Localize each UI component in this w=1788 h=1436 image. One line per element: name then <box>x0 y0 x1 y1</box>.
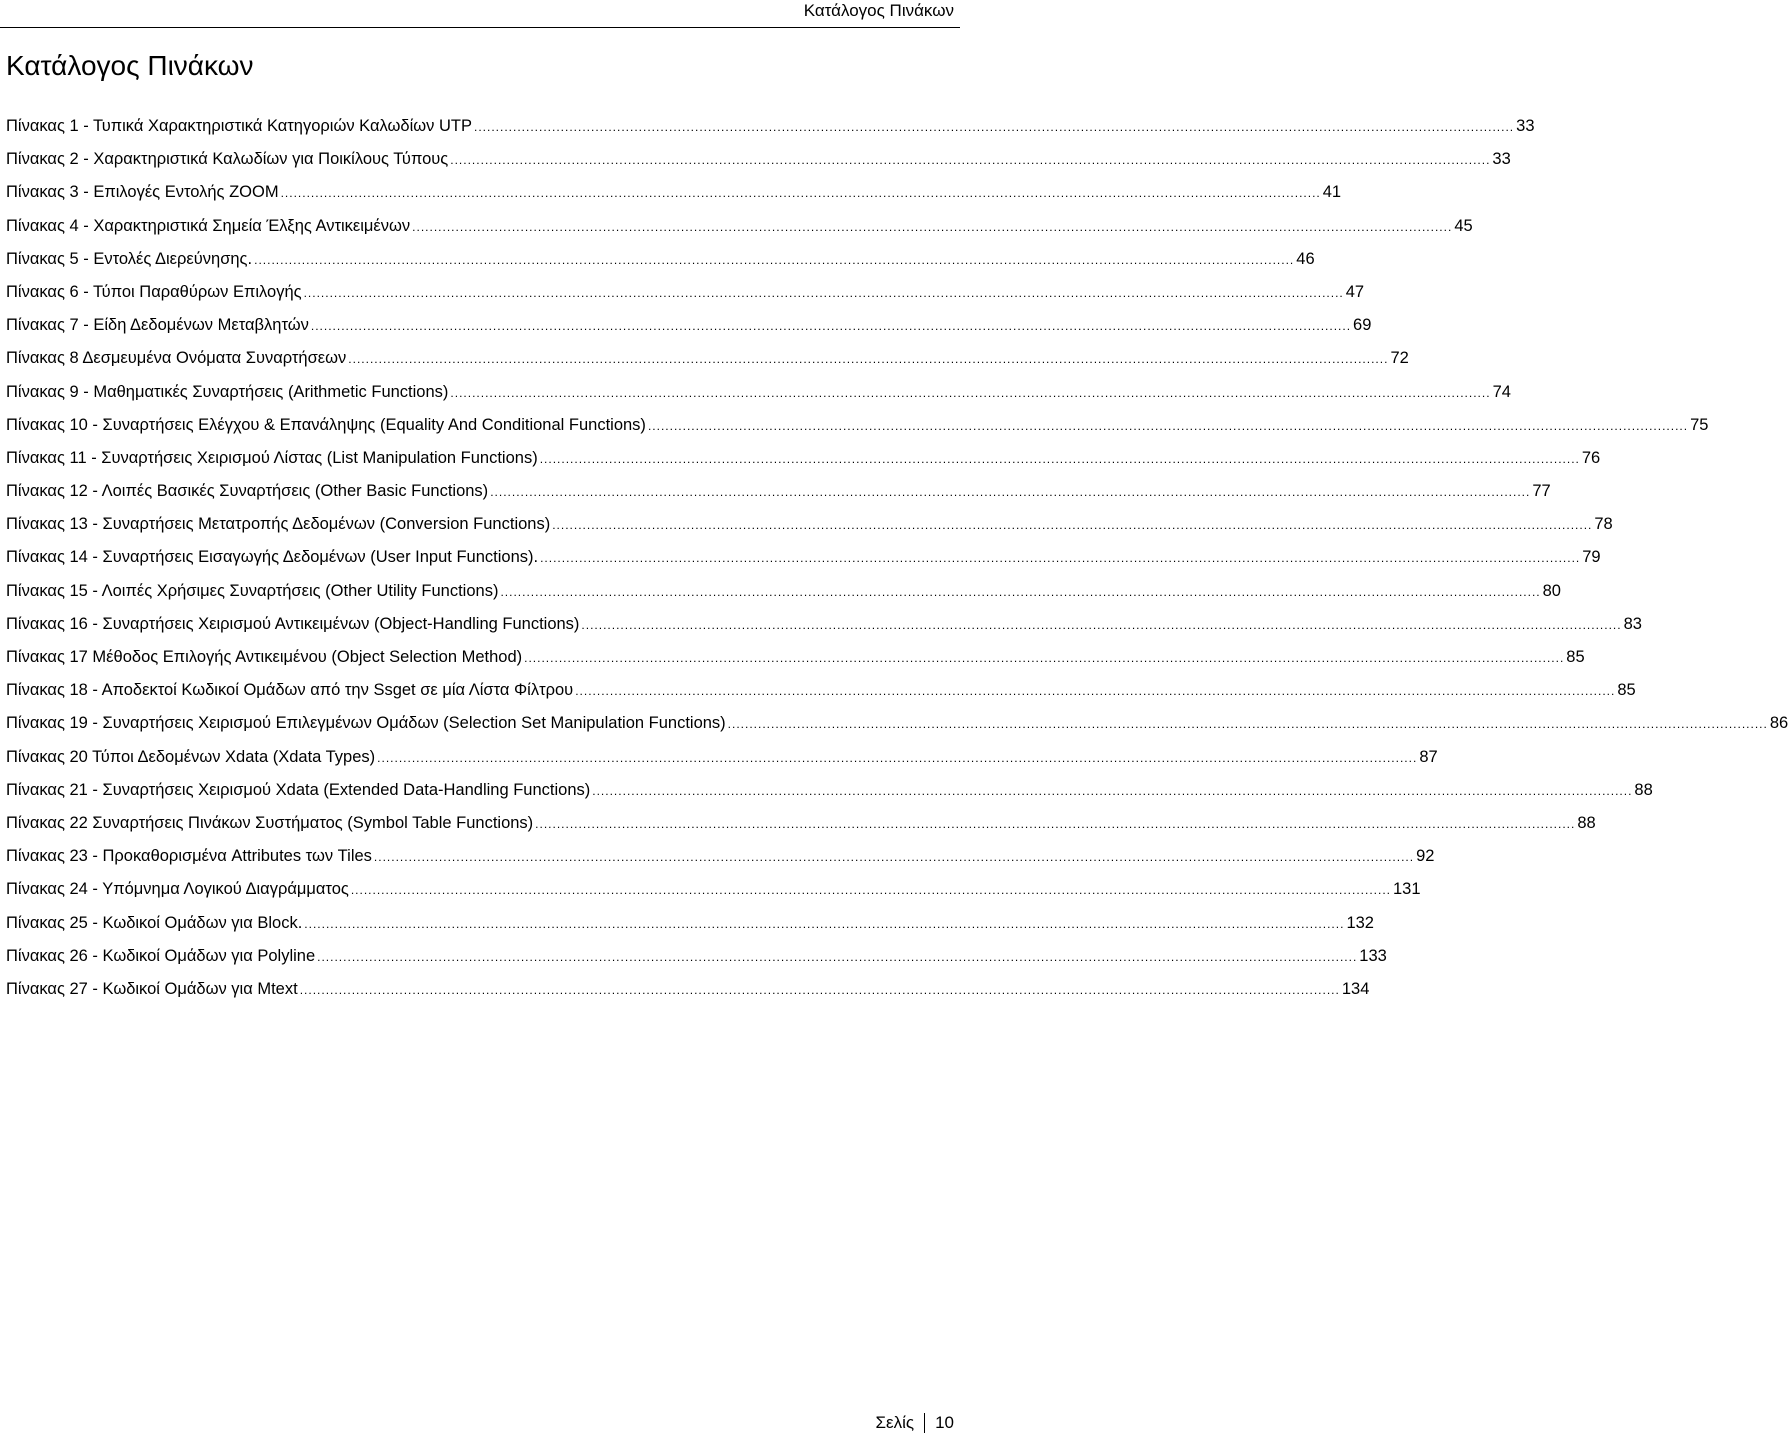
toc-entry-page: 86 <box>1769 714 1788 733</box>
dot-leader <box>592 775 1632 808</box>
dot-leader <box>474 111 1514 144</box>
toc-entry-page: 47 <box>1345 282 1365 301</box>
toc-entry-page: 74 <box>1492 382 1511 401</box>
toc-entry[interactable] <box>6 409 1709 442</box>
toc-entry-page: 78 <box>1594 515 1613 534</box>
page-title: Κατάλογος Πινάκων <box>6 50 254 81</box>
toc-entry-page: 72 <box>1390 349 1409 368</box>
toc-entry-page: 85 <box>1617 681 1636 700</box>
toc-entry-title: Πίνακας 13 - Συναρτήσεις Μετατροπής Δεδομένων (Conversion Functions) <box>6 515 551 534</box>
toc-entry[interactable] <box>6 641 1585 674</box>
dot-leader <box>351 874 1391 907</box>
toc-entry[interactable] <box>6 674 1636 707</box>
dot-leader <box>317 941 1357 974</box>
dot-leader <box>304 908 1344 941</box>
dot-leader <box>311 310 1351 343</box>
toc-entry-page: 45 <box>1454 216 1473 235</box>
toc-entry-page: 134 <box>1341 979 1370 998</box>
toc-entry-page: 87 <box>1419 747 1438 766</box>
dot-leader <box>450 144 1490 177</box>
dot-leader <box>281 177 1321 210</box>
toc-entry-page: 80 <box>1542 581 1561 600</box>
dot-leader <box>304 277 1344 310</box>
dot-leader <box>524 642 1564 675</box>
dot-leader <box>377 742 1417 775</box>
toc-entry-title: Πίνακας 24 - Υπόμνημα Λογικού Διαγράμματος <box>6 880 349 899</box>
toc-entry[interactable] <box>6 741 1438 774</box>
toc-entry-title: Πίνακας 23 - Προκαθορισμένα Attributes των Tiles <box>6 847 372 866</box>
toc-entry[interactable] <box>6 342 1409 375</box>
dot-leader <box>374 841 1414 874</box>
toc-entry-page: 92 <box>1416 847 1435 866</box>
toc-entry-page: 88 <box>1634 780 1653 799</box>
toc-entry[interactable] <box>6 508 1613 541</box>
dot-leader <box>728 708 1768 741</box>
toc-entry[interactable] <box>6 309 1372 342</box>
toc-entry[interactable] <box>6 110 1535 143</box>
toc-entry-title: Πίνακας 19 - Συναρτήσεις Χειρισμού Επιλεγμένων Ομάδων (Selection Set Manipulation Functions) <box>6 714 726 733</box>
toc-entry[interactable] <box>6 807 1596 840</box>
running-title: Κατάλογος Πινάκων <box>803 1 954 20</box>
page-footer <box>876 1412 954 1434</box>
toc-entry-page: 33 <box>1516 117 1535 135</box>
toc-entry-page: 132 <box>1346 913 1374 932</box>
toc-entry-page: 69 <box>1353 316 1372 335</box>
toc-entry-title: Πίνακας 25 - Κωδικοί Ομάδων για Block. <box>6 913 303 932</box>
toc-entry-page: 46 <box>1296 249 1315 268</box>
toc-entry[interactable] <box>6 376 1511 409</box>
toc-entry[interactable] <box>6 973 1370 1006</box>
toc-entry-title: Πίνακας 26 - Κωδικοί Ομάδων για Polyline <box>6 946 316 965</box>
toc-entry-page: 83 <box>1623 614 1642 633</box>
toc-entry[interactable] <box>6 243 1315 276</box>
toc-entry-page: 79 <box>1582 548 1601 567</box>
toc-entry-page: 85 <box>1566 648 1585 666</box>
toc-entry-page: 133 <box>1359 946 1387 965</box>
toc-entry-title: Πίνακας 7 - Είδη Δεδομένων Μεταβλητών <box>6 316 309 335</box>
toc-entry-title: Πίνακας 18 - Αποδεκτοί Κωδικοί Ομάδων από την Ssget σε μία Λίστα Φίλτρου <box>6 681 574 700</box>
toc-entry-title: Πίνακας 3 - Επιλογές Εντολής ZOOM <box>6 183 279 202</box>
dot-leader <box>535 808 1575 841</box>
toc-entry[interactable] <box>6 907 1374 940</box>
dot-leader <box>300 974 1340 1007</box>
toc-entry[interactable] <box>6 210 1473 243</box>
toc-entry-title: Πίνακας 27 - Κωδικοί Ομάδων για Mtext <box>6 979 298 998</box>
dot-leader <box>575 675 1615 708</box>
dot-leader <box>490 476 1530 509</box>
toc-entry-page: 75 <box>1690 415 1709 434</box>
toc-entry-title: Πίνακας 14 - Συναρτήσεις Εισαγωγής Δεδομένων (User Input Functions). <box>6 548 539 567</box>
dot-leader <box>412 211 1452 244</box>
toc-entry[interactable] <box>6 475 1551 508</box>
toc-entry-page: 88 <box>1577 813 1596 832</box>
toc-entry[interactable] <box>6 143 1511 176</box>
table-of-tables-list <box>6 110 1788 1006</box>
footer-separator <box>924 1413 925 1433</box>
dot-leader <box>581 609 1621 642</box>
toc-entry-page: 77 <box>1532 482 1551 501</box>
toc-entry[interactable] <box>6 442 1601 475</box>
toc-entry[interactable] <box>6 873 1421 906</box>
page-number: 10 <box>935 1413 954 1432</box>
dot-leader <box>254 244 1294 277</box>
toc-entry-title: Πίνακας 22 Συναρτήσεις Πινάκων Συστήματος (Symbol Table Functions) <box>6 813 534 832</box>
toc-entry-page: 76 <box>1581 448 1601 467</box>
toc-entry-title: Πίνακας 4 - Χαρακτηριστικά Σημεία Έλξης Αντικειμένων <box>6 216 411 235</box>
toc-entry[interactable] <box>6 940 1387 973</box>
dot-leader <box>450 377 1490 410</box>
toc-entry-title: Πίνακας 15 - Λοιπές Χρήσιμες Συναρτήσεις (Other Utility Functions) <box>6 581 499 600</box>
dot-leader <box>648 410 1688 443</box>
toc-entry-page: 131 <box>1393 880 1421 899</box>
toc-entry-title: Πίνακας 12 - Λοιπές Βασικές Συναρτήσεις (Other Basic Functions) <box>6 482 489 501</box>
dot-leader <box>540 443 1580 476</box>
toc-entry-title: Πίνακας 11 - Συναρτήσεις Χειρισμού Λίστας (List Manipulation Functions) <box>6 448 538 467</box>
toc-entry[interactable] <box>6 276 1365 309</box>
toc-entry-title: Πίνακας 16 - Συναρτήσεις Χειρισμού Αντικειμένων (Object-Handling Functions) <box>6 614 580 633</box>
dot-leader <box>500 576 1540 609</box>
toc-entry[interactable] <box>6 707 1788 740</box>
toc-entry[interactable] <box>6 541 1601 574</box>
toc-entry-title: Πίνακας 20 Τύποι Δεδομένων Xdata (Xdata Types) <box>6 747 376 766</box>
toc-entry-title: Πίνακας 2 - Χαρακτηριστικά Καλωδίων για Ποικίλους Τύπους <box>6 150 449 169</box>
page-label: Σελίς <box>875 1413 915 1432</box>
dot-leader <box>540 542 1580 575</box>
dot-leader <box>348 343 1388 376</box>
dot-leader <box>552 509 1592 542</box>
toc-entry-title: Πίνακας 1 - Τυπικά Χαρακτηριστικά Κατηγοριών Καλωδίων UTP <box>6 117 472 135</box>
toc-entry-title: Πίνακας 10 - Συναρτήσεις Ελέγχου & Επανάληψης (Equality And Conditional Functions) <box>6 415 646 434</box>
toc-entry-page: 33 <box>1492 150 1511 169</box>
toc-entry[interactable] <box>6 608 1642 641</box>
toc-entry-page: 41 <box>1322 183 1342 202</box>
toc-entry-title: Πίνακας 9 - Μαθηματικές Συναρτήσεις (Arithmetic Functions) <box>6 382 449 401</box>
toc-entry-title: Πίνακας 8 Δεσμευμένα Ονόματα Συναρτήσεων <box>6 349 347 368</box>
toc-entry-title: Πίνακας 21 - Συναρτήσεις Χειρισμού Xdata (Extended Data-Handling Functions) <box>6 780 591 799</box>
toc-entry-title: Πίνακας 5 - Εντολές Διερεύνησης. <box>6 249 253 268</box>
toc-entry[interactable] <box>6 176 1342 209</box>
toc-entry[interactable] <box>6 575 1561 608</box>
page-header <box>0 0 960 28</box>
toc-entry-title: Πίνακας 17 Μέθοδος Επιλογής Αντικειμένου (Object Selection Method) <box>6 648 523 666</box>
toc-entry-title: Πίνακας 6 - Τύποι Παραθύρων Επιλογής <box>6 282 302 301</box>
toc-entry[interactable] <box>6 840 1435 873</box>
toc-entry[interactable] <box>6 774 1653 807</box>
